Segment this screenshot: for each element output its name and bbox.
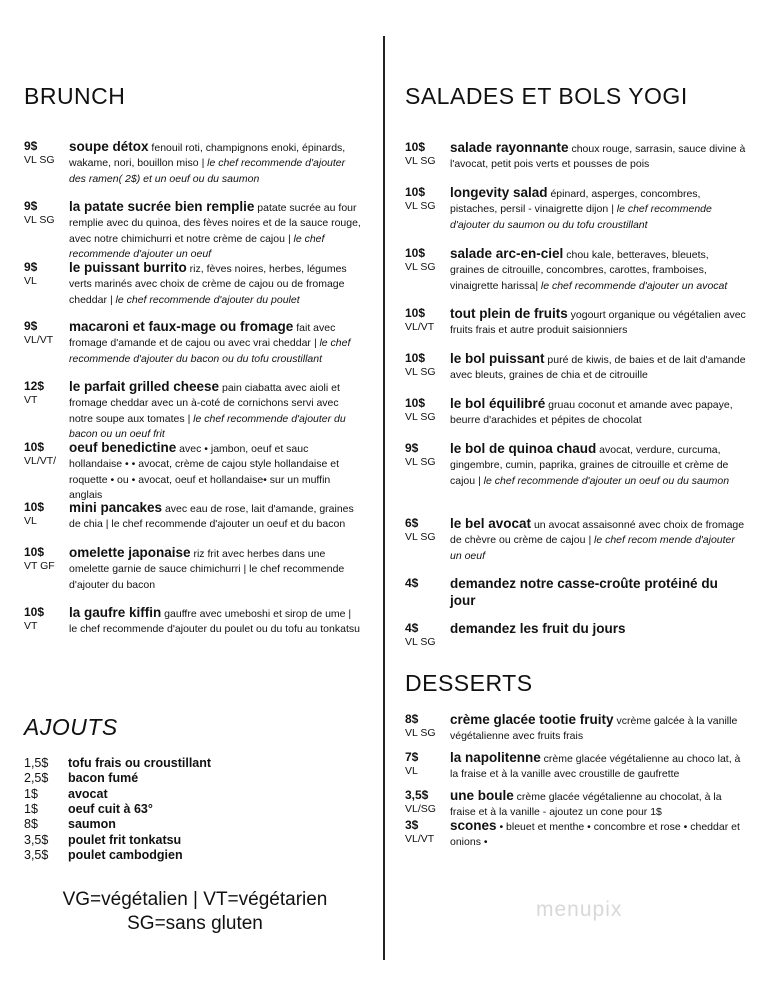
- item-description: avocat, verdure, curcuma, gingembre, cumin, paprika, graines de citrouille et crème de cajou: [450, 444, 729, 487]
- item-price: 6$: [405, 516, 419, 530]
- item-name: oeuf benedictine: [69, 440, 177, 455]
- item-price: 9$: [405, 441, 419, 455]
- salades-title: SALADES ET BOLS YOGI: [405, 83, 688, 109]
- item-name: le bol de quinoa chaud: [450, 441, 597, 456]
- ajout-price: 8$: [24, 817, 38, 832]
- item-description-block: [450, 516, 746, 564]
- item-description: fenouil roti, champignons enoki, épinards, wakame, nori, bouillon miso: [69, 142, 346, 170]
- item-diet-tags: VL: [24, 275, 37, 287]
- item-description: gruau coconut et amande avec papaye, beurre d'arachides et pépites de chocolat: [450, 399, 733, 427]
- item-price: 9$: [24, 319, 38, 333]
- item-diet-tags: VL/VT: [405, 321, 435, 333]
- legend-line-1: VG=végétalien | VT=végétarien: [62, 889, 328, 910]
- item-description: chou kale, betteraves, bleuets, graines de citrouille, concombres, carottes, framboises, vinaigrette harissa: [450, 249, 709, 292]
- item-diet-tags: VL: [24, 515, 37, 527]
- item-description: avec • jambon, oeuf et sauc hollandaise • • avocat, crème de cajou style hollandaise et roquette • ou • avocat, oeuf et hollandaise• sur un muffin anglais: [69, 443, 340, 501]
- ajout-name: avocat: [68, 786, 108, 801]
- item-description-block: [69, 199, 361, 262]
- item-name: scones: [450, 818, 497, 833]
- item-description-block: [450, 396, 746, 429]
- item-price: 9$: [24, 139, 38, 153]
- item-name: la patate sucrée bien remplie: [69, 199, 255, 214]
- item-name: la gaufre kiffin: [69, 605, 162, 620]
- item-description: épinard, asperges, concombres, pistaches, persil - vinaigrette dijon: [450, 188, 701, 216]
- item-description-block: [450, 576, 746, 611]
- item-description: un avocat assaisonné avec choix de fromage de chèvre ou crème de cajou: [450, 519, 745, 547]
- ajout-name: bacon fumé: [68, 771, 139, 786]
- item-price: 10$: [405, 351, 426, 365]
- item-diet-tags: VT: [24, 620, 38, 632]
- item-name: le bol équilibré: [450, 396, 546, 411]
- item-chef-note: | le chef recommende d'ajouter du poulet: [106, 293, 300, 306]
- item-description: choux rouge, sarrasin, sauce divine à l'avocat, petit pois verts et pousses de pois: [450, 143, 746, 171]
- item-diet-tags: VL: [405, 765, 418, 777]
- ajout-price: 3,5$: [24, 832, 49, 847]
- item-price: 10$: [24, 545, 45, 559]
- item-description: yogourt organique ou végétalien avec fruits frais et autre produit saisionniers: [450, 309, 746, 337]
- ajout-name: tofu frais ou croustillant: [68, 756, 212, 770]
- item-diet-tags: VL/SG: [405, 803, 436, 815]
- ajout-item: [24, 756, 264, 771]
- item-name: soupe détox: [69, 139, 149, 154]
- item-diet-tags: VL SG: [405, 636, 436, 648]
- item-name: macaroni et faux-mage ou fromage: [69, 319, 294, 334]
- item-diet-tags: VL SG: [405, 366, 436, 378]
- item-name: demandez les fruit du jours: [450, 621, 626, 636]
- item-chef-note: | le chef recom mende d'ajouter un oeuf: [450, 534, 735, 562]
- item-diet-tags: VL SG: [24, 154, 55, 166]
- item-name: salade arc-en-ciel: [450, 246, 564, 261]
- ajout-price: 3,5$: [24, 847, 49, 862]
- watermark-logo: menupix: [536, 898, 623, 921]
- item-price: 4$: [405, 576, 419, 590]
- item-description: crème glacée végétalienne au chocolat, à la fraise et à la vanille - ajoutez un cone pour 1$: [450, 791, 722, 819]
- item-name: la napolitenne: [450, 750, 541, 765]
- item-diet-tags: VL/VT: [24, 334, 54, 346]
- item-price: 4$: [405, 621, 419, 635]
- item-chef-note: | le chef recommende d'ajouter un oeuf: [69, 232, 325, 260]
- item-price: 10$: [24, 440, 45, 454]
- item-description-block: [450, 351, 746, 384]
- item-price: 10$: [405, 140, 426, 154]
- item-price: 9$: [24, 199, 38, 213]
- item-diet-tags: VL SG: [405, 261, 436, 273]
- item-name: salade rayonnante: [450, 140, 569, 155]
- item-description: riz, fèves noires, herbes, légumes verts marinés avec choix de crème de cajou ou de fromage cheddar: [69, 263, 347, 306]
- item-chef-note: | le chef recommende d'ajouter du bacon ou du tofu croustillant: [69, 337, 351, 365]
- ajout-name: oeuf cuit à 63°: [68, 801, 153, 816]
- ajout-name: saumon: [68, 817, 116, 832]
- item-price: 10$: [405, 396, 426, 410]
- item-price: 7$: [405, 750, 419, 764]
- item-chef-note: | le chef recommende d'ajouter du bacon ou un oeuf frit: [69, 412, 346, 440]
- item-price: 10$: [405, 185, 426, 199]
- item-chef-note: | le chef recommende d'ajouter des ramen( 2$) et un oeuf ou du saumon: [69, 157, 346, 185]
- diet-legend: [30, 888, 360, 936]
- item-description-block: [450, 441, 746, 489]
- item-name: le puissant burrito: [69, 260, 187, 275]
- ajout-item: [24, 787, 264, 802]
- ajout-item: [24, 833, 264, 848]
- item-diet-tags: VL SG: [405, 531, 436, 543]
- item-description-block: [450, 788, 746, 821]
- item-description-block: [450, 246, 746, 294]
- item-name: crème glacée tootie fruity: [450, 712, 614, 727]
- column-divider: [383, 36, 385, 960]
- item-description: crème glacée végétalienne au choco lat, à la fraise et à la vanille avec croustille de gaufrette: [450, 753, 741, 781]
- item-name: omelette japonaise: [69, 545, 191, 560]
- item-name: mini pancakes: [69, 500, 163, 515]
- item-price: 10$: [405, 246, 426, 260]
- item-description-block: [450, 306, 746, 339]
- item-price: 10$: [24, 500, 45, 514]
- item-diet-tags: VL SG: [405, 200, 436, 212]
- item-name: tout plein de fruits: [450, 306, 568, 321]
- item-diet-tags: VL/VT/: [24, 455, 57, 467]
- ajout-price: 1$: [24, 801, 38, 816]
- item-description-block: [69, 440, 361, 503]
- item-chef-note: | le chef recommende d'ajouter un avocat: [535, 279, 728, 292]
- item-description-block: [69, 545, 361, 593]
- item-name: une boule: [450, 788, 514, 803]
- item-description: pain ciabatta avec aioli et fromage cheddar avec un à-coté de cornichons servi avec notre soupe aux tomates: [69, 382, 340, 425]
- ajout-item: [24, 802, 264, 817]
- item-description: riz frit avec herbes dans une omelette garnie de sauce chimichurri | le chef recommende d'ajouter du bacon: [69, 548, 345, 591]
- ajout-item: [24, 817, 264, 832]
- item-price: 10$: [405, 306, 426, 320]
- desserts-title: DESSERTS: [405, 670, 533, 696]
- ajouts-title: AJOUTS: [24, 714, 118, 740]
- item-price: 8$: [405, 712, 419, 726]
- item-description-block: [69, 379, 361, 442]
- item-description: vcrème galcée à la vanille végétalienne avec fruits frais: [450, 715, 738, 743]
- item-diet-tags: VL SG: [405, 456, 436, 468]
- item-description-block: [450, 140, 746, 173]
- item-description-block: [69, 260, 361, 308]
- item-name: longevity salad: [450, 185, 548, 200]
- item-price: 3,5$: [405, 788, 429, 802]
- item-description-block: [450, 712, 746, 745]
- item-name: le bol puissant: [450, 351, 545, 366]
- item-diet-tags: VL SG: [405, 155, 436, 167]
- item-description-block: [450, 185, 746, 233]
- item-price: 10$: [24, 605, 45, 619]
- item-description-block: [450, 750, 746, 783]
- item-diet-tags: VL SG: [24, 214, 55, 226]
- item-description: puré de kiwis, de baies et de lait d'amande avec bleuts, graines de chia et de citrouille: [450, 354, 746, 382]
- item-name: le bel avocat: [450, 516, 532, 531]
- brunch-title: BRUNCH: [24, 83, 126, 109]
- legend-line-2: SG=sans gluten: [127, 913, 263, 934]
- item-description: patate sucrée au four remplie avec du quinoa, des fèves noires et de la sauce rouge, avec notre chimichurri et notre crème de cajou: [69, 202, 361, 245]
- ajout-price: 1$: [24, 786, 38, 801]
- item-chef-note: | le chef recommende d'ajouter du saumon ou du tofu croustillant: [450, 203, 712, 231]
- item-description-block: [69, 139, 361, 187]
- item-diet-tags: VT: [24, 394, 38, 406]
- ajout-item: [24, 771, 264, 786]
- item-description: fait avec fromage d'amande et de cajou ou avec vrai cheddar: [69, 322, 336, 350]
- item-description-block: [450, 818, 746, 851]
- item-name: le parfait grilled cheese: [69, 379, 220, 394]
- item-chef-note: | le chef recommende d'ajouter un oeuf ou du saumon: [475, 474, 730, 487]
- item-description-block: [69, 500, 361, 533]
- item-diet-tags: VL SG: [405, 411, 436, 423]
- ajout-item: [24, 848, 264, 863]
- ajout-name: poulet frit tonkatsu: [68, 832, 182, 847]
- item-name: demandez notre casse-croûte protéiné du jour: [450, 576, 718, 609]
- item-price: 12$: [24, 379, 45, 393]
- item-diet-tags: VT GF: [24, 560, 55, 572]
- item-price: 9$: [24, 260, 38, 274]
- ajout-name: poulet cambodgien: [68, 847, 183, 862]
- ajout-price: 2,5$: [24, 771, 49, 786]
- item-diet-tags: VL/VT: [405, 833, 435, 845]
- item-description-block: [69, 319, 361, 367]
- item-description: • bleuet et menthe • concombre et rose • cheddar et onions •: [450, 821, 740, 849]
- item-diet-tags: VL SG: [405, 727, 436, 739]
- ajout-price: 1,5$: [24, 756, 49, 770]
- item-description-block: [69, 605, 361, 638]
- item-price: 3$: [405, 818, 419, 832]
- item-description: gauffre avec umeboshi et sirop de ume | le chef recommende d'ajouter du poulet ou du tofu au tonkatsu: [69, 608, 360, 636]
- item-description-block: [450, 621, 746, 638]
- item-description: avec eau de rose, lait d'amande, graines de chia | le chef recommende d'ajouter un oeuf et du bacon: [69, 503, 354, 531]
